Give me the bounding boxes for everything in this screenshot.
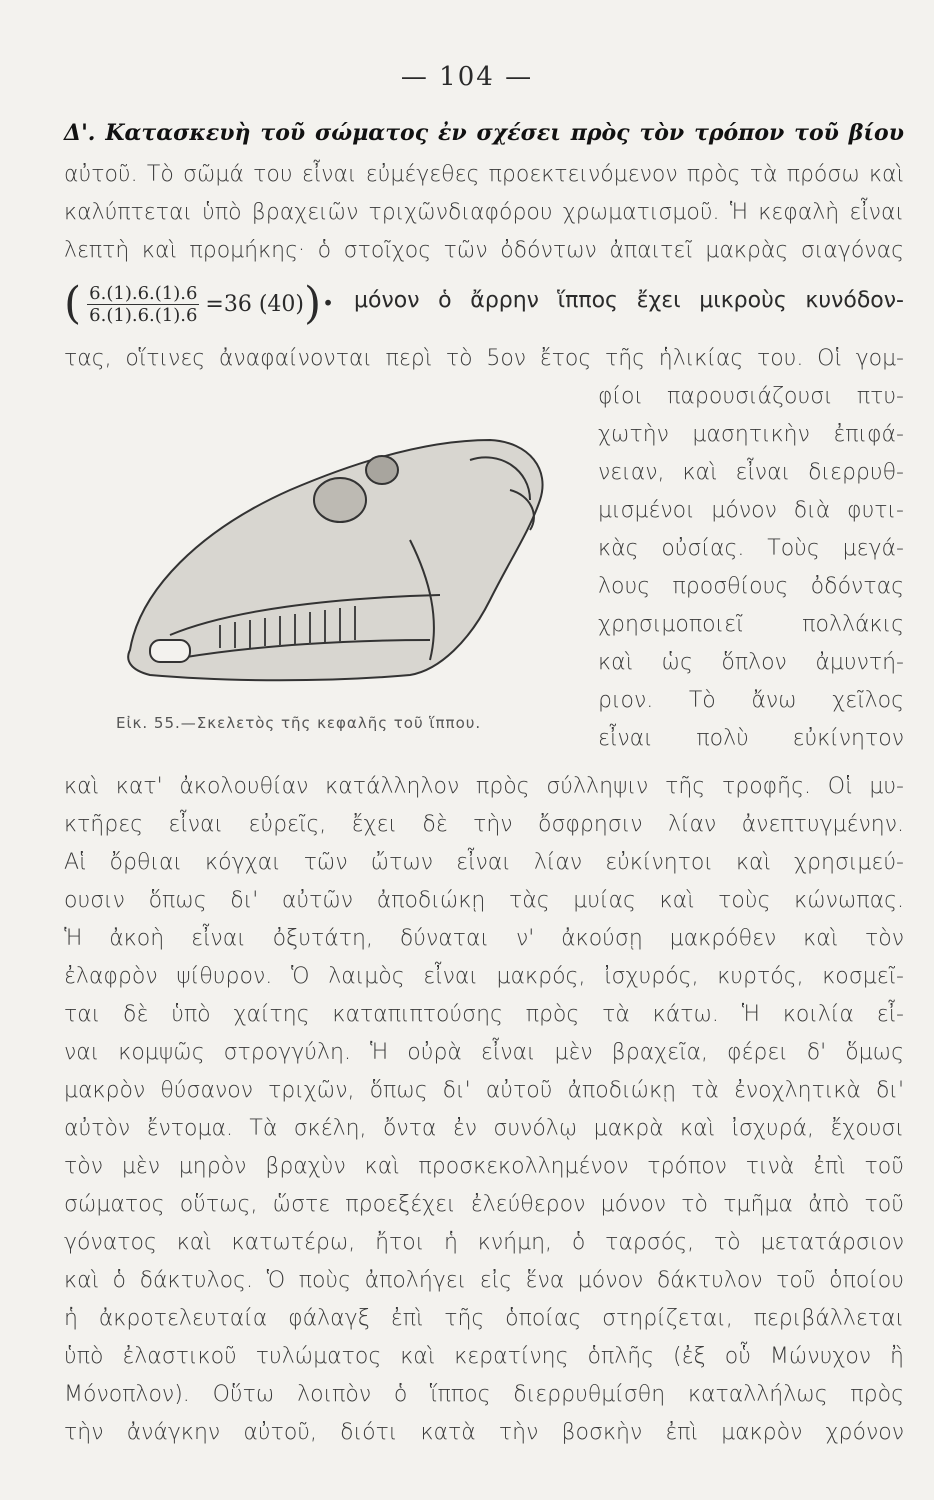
paren-open: (	[64, 278, 82, 329]
formula-fraction	[87, 283, 199, 326]
text-line: εἶναι πολὺ εὐκίνητον	[598, 726, 904, 751]
text-line: ἐλαφρὸν ψίθυρον. Ὁ λαιμὸς εἶναι μακρός, ἰσχυρός, κυρτός, κοσμεῖ-	[64, 964, 904, 989]
paren-close: )·	[304, 278, 336, 329]
text-line: καλύπτεται ὑπὸ βραχειῶν τριχῶνδιαφόρου χρωματισμοῦ. Ἡ κεφαλὴ εἶναι	[64, 200, 904, 225]
page-number: — 104 —	[400, 62, 534, 92]
horse-skull-illustration	[110, 420, 560, 700]
section-heading: Δ'. Κατασκευὴ τοῦ σώματος ἐν σχέσει πρὸς τὸν τρόπον τοῦ βίου	[64, 120, 904, 146]
text-line: χρησιμοποιεῖ πολλάκις	[598, 612, 904, 637]
text-line: γόνατος καὶ κατωτέρω, ἤτοι ἡ κνήμη, ὁ ταρσός, τὸ μετατάρσιον	[64, 1230, 904, 1255]
text-line: ουσιν ὅπως δι' αὐτῶν ἀποδιώκῃ τὰς μυίας καὶ τοὺς κώνωπας.	[64, 888, 904, 913]
text-line: κτῆρες εἶναι εὐρεῖς, ἔχει δὲ τὴν ὄσφρησιν λίαν ἀνεπτυγμένην.	[64, 812, 904, 837]
text-line: φίοι παρουσιάζουσι πτυ-	[598, 384, 904, 409]
figure-caption: Εἰκ. 55.—Σκελετὸς τῆς κεφαλῆς τοῦ ἵππου.	[116, 714, 482, 732]
text-line: λεπτὴ καὶ προμήκης· ὁ στοῖχος τῶν ὀδόντων ἀπαιτεῖ μακρὰς σιαγόνας	[64, 238, 904, 263]
text-line: ριον. Τὸ ἄνω χεῖλος	[598, 688, 904, 713]
text-line: μόνον ὁ ἄρρην ἵππος ἔχει μικροὺς κυνόδον-	[354, 288, 904, 313]
text-line: τὴν ἀνάγκην αὐτοῦ, διότι κατὰ τὴν βοσκὴν ἐπὶ μακρὸν χρόνον	[64, 1420, 904, 1445]
text-line: λους προσθίους ὀδόντας	[598, 574, 904, 599]
dental-formula	[64, 278, 336, 329]
text-line: Ἡ ἀκοὴ εἶναι ὀξυτάτη, δύναται ν' ἀκούσῃ μακρόθεν καὶ τὸν	[64, 926, 904, 951]
text-line: μισμένοι μόνον διὰ φυτι-	[598, 498, 904, 523]
text-line: νειαν, καὶ εἶναι διερρυθ-	[598, 460, 904, 485]
text-line: χωτὴν μασητικὴν ἐπιφά-	[598, 422, 904, 447]
text-line: κὰς οὐσίας. Τοὺς μεγά-	[598, 536, 904, 561]
text-line: αὐτοῦ. Τὸ σῶμά του εἶναι εὐμέγεθες προεκτεινόμενον πρὸς τὰ πρόσω καὶ	[64, 162, 904, 187]
formula-result: =36 (40)	[205, 291, 305, 317]
text-line: ὑπὸ ἐλαστικοῦ τυλώματος καὶ κερατίνης ὁπλῆς (ἐξ οὗ Μώνυχον ἢ	[64, 1344, 904, 1369]
text-line: ναι κομψῶς στρογγύλη. Ἡ οὐρὰ εἶναι μὲν βραχεῖα, φέρει δ' ὅμως	[64, 1040, 904, 1065]
text-line: ται δὲ ὑπὸ χαίτης καταπιπτούσης πρὸς τὰ κάτω. Ἡ κοιλία εἶ-	[64, 1002, 904, 1027]
text-line: Μόνοπλον). Οὕτω λοιπὸν ὁ ἵππος διερρυθμίσθη καταλλήλως πρὸς	[64, 1382, 904, 1407]
formula-numerator: 6.(1).6.(1).6	[89, 282, 198, 304]
text-line: καὶ ὡς ὅπλον ἀμυντή-	[598, 650, 904, 675]
text-line: σώματος οὕτως, ὥστε προεξέχει ἐλεύθερον μόνον τὸ τμῆμα ἀπὸ τοῦ	[64, 1192, 904, 1217]
text-line: μακρὸν θύσανον τριχῶν, ὅπως δι' αὐτοῦ ἀποδιώκῃ τὰ ἐνοχλητικὰ δι'	[64, 1078, 904, 1103]
text-line: αὐτὸν ἔντομα. Τὰ σκέλη, ὄντα ἐν συνόλῳ μακρὰ καὶ ἰσχυρά, ἔχουσι	[64, 1116, 904, 1141]
text-line: καὶ κατ' ἀκολουθίαν κατάλληλον πρὸς σύλληψιν τῆς τροφῆς. Οἱ μυ-	[64, 774, 904, 799]
text-line: ἡ ἀκροτελευταία φάλαγξ ἐπὶ τῆς ὁποίας στηρίζεται, περιβάλλεται	[64, 1306, 904, 1331]
text-line: τας, οἵτινες ἀναφαίνονται περὶ τὸ 5ον ἔτος τῆς ἡλικίας του. Οἱ γομ-	[64, 346, 904, 371]
text-line: καὶ ὁ δάκτυλος. Ὁ ποὺς ἀπολήγει εἰς ἕνα μόνον δάκτυλον τοῦ ὁποίου	[64, 1268, 904, 1293]
formula-denominator: 6.(1).6.(1).6	[89, 304, 198, 326]
text-line: τὸν μὲν μηρὸν βραχὺν καὶ προσκεκολλημένον τρόπον τινὰ ἐπὶ τοῦ	[64, 1154, 904, 1179]
text-line: Αἱ ὄρθιαι κόγχαι τῶν ὤτων εἶναι λίαν εὐκίνητοι καὶ χρησιμεύ-	[64, 850, 904, 875]
